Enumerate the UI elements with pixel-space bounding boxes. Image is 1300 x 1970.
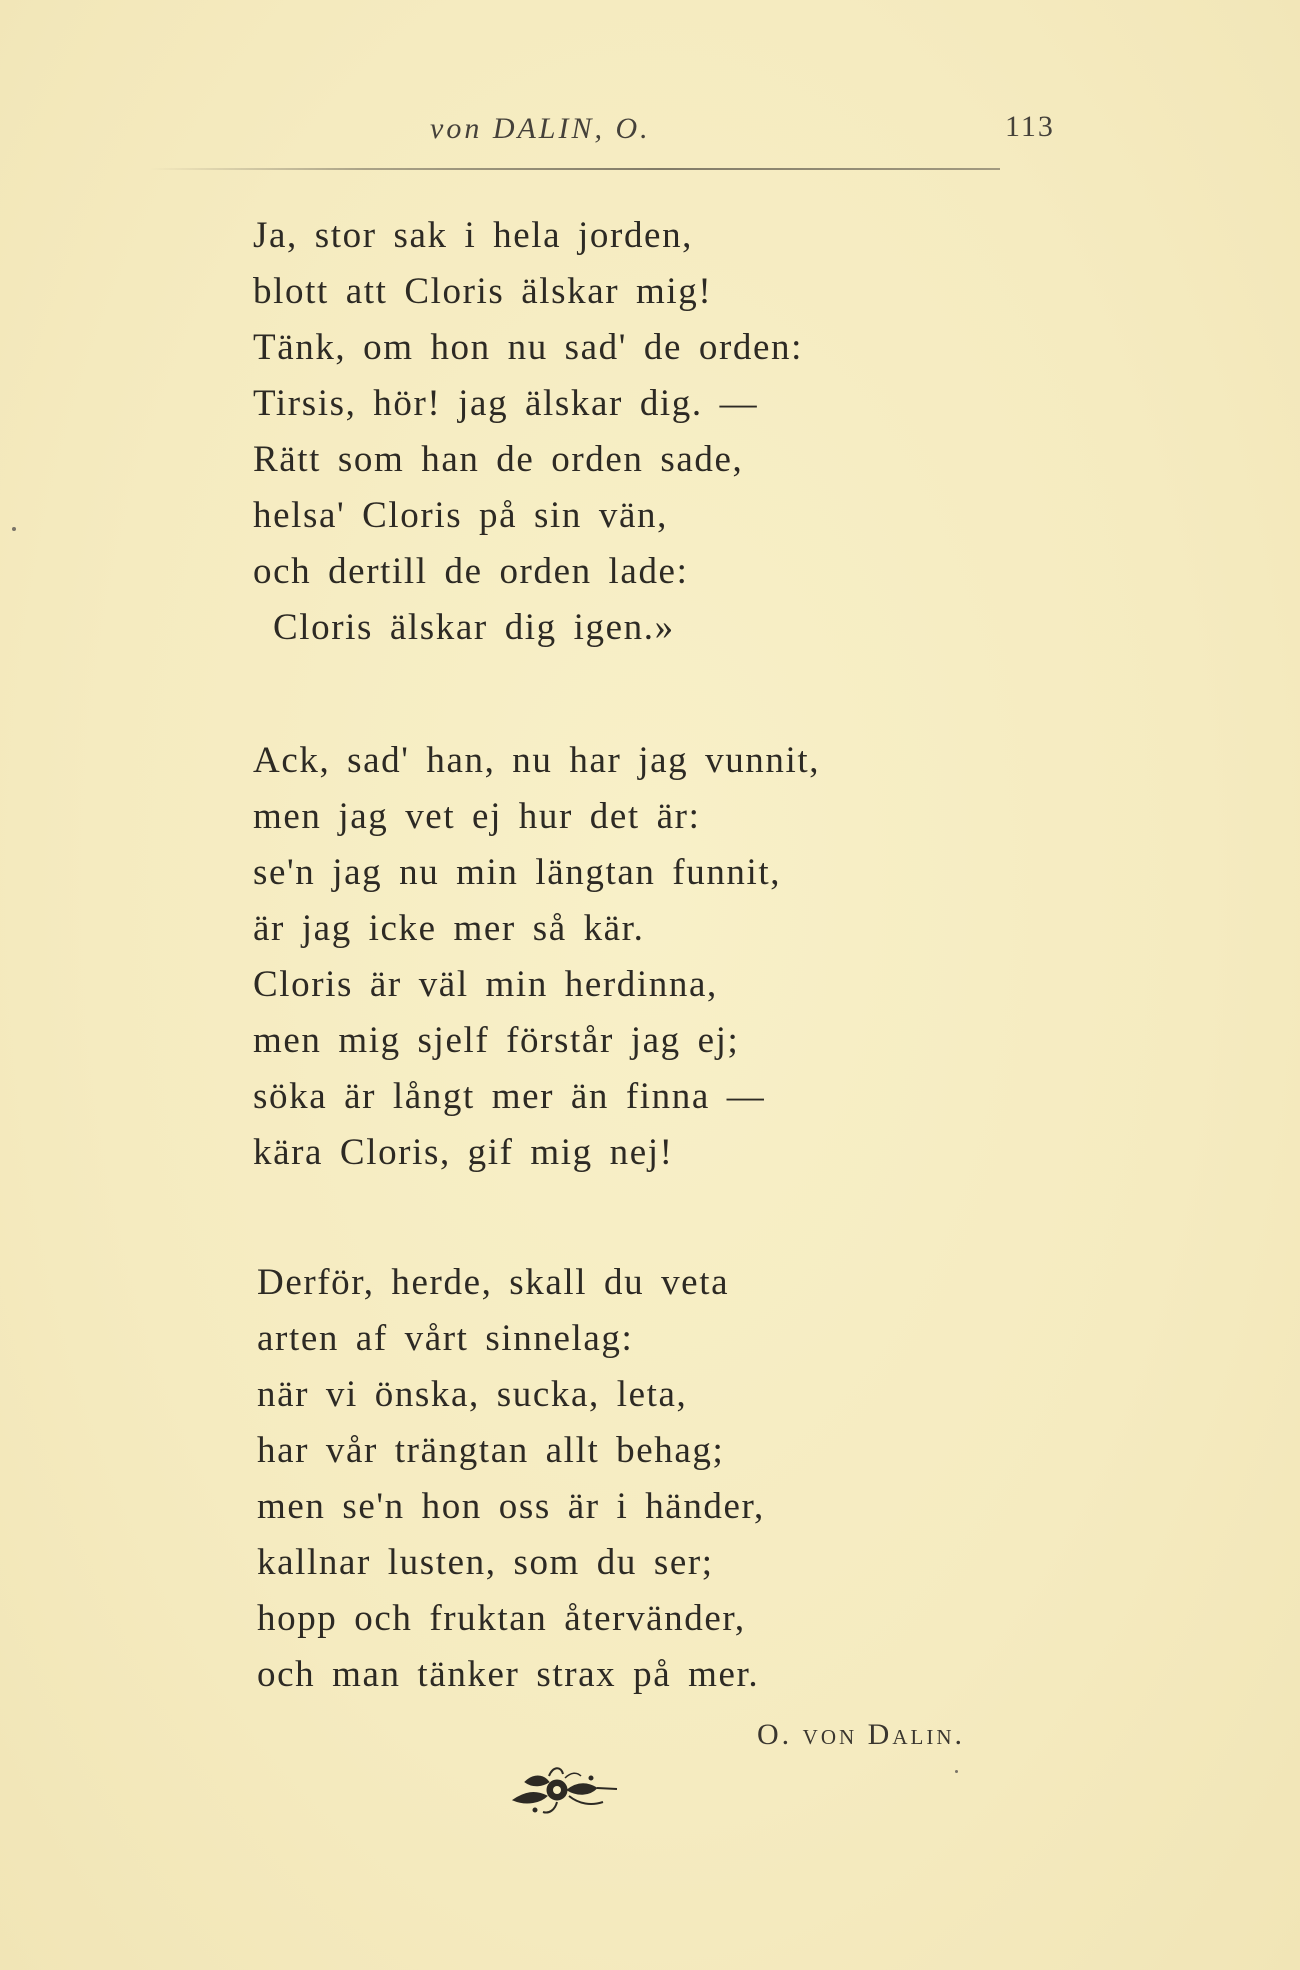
paper-speck	[12, 527, 16, 531]
poem-line: Tänk, om hon nu sad' de orden:	[253, 327, 803, 368]
poem-line: söka är långt mer än finna —	[253, 1076, 766, 1117]
paper-speck	[955, 1770, 958, 1773]
poem-line: men se'n hon oss är i händer,	[257, 1486, 765, 1527]
poem-line: Ack, sad' han, nu har jag vunnit,	[253, 740, 821, 781]
poem-line: kära Cloris, gif mig nej!	[253, 1132, 674, 1173]
poem-line: Cloris är väl min herdinna,	[253, 964, 718, 1005]
poem-line: Rätt som han de orden sade,	[253, 439, 744, 480]
poem-line: men mig sjelf förstår jag ej;	[253, 1020, 740, 1061]
poem-line: men jag vet ej hur det är:	[253, 796, 701, 837]
author-signature: O. von Dalin.	[757, 1718, 965, 1751]
poem-line: och dertill de orden lade:	[253, 551, 689, 592]
poem-line: kallnar lusten, som du ser;	[257, 1542, 714, 1583]
stanza-3	[257, 1255, 765, 1703]
running-head: von DALIN, O.	[430, 112, 651, 145]
poem-line: Tirsis, hör! jag älskar dig. —	[253, 383, 759, 424]
poem-line: arten af vårt sinnelag:	[257, 1318, 634, 1359]
poem-line: är jag icke mer så kär.	[253, 908, 645, 949]
poem-line: Derför, herde, skall du veta	[257, 1262, 730, 1303]
header-rule	[150, 168, 1000, 170]
poem-line: hopp och fruktan återvänder,	[257, 1598, 746, 1639]
poem-line: se'n jag nu min längtan funnit,	[253, 852, 782, 893]
stanza-2	[253, 733, 820, 1181]
stanza-1	[253, 208, 803, 656]
poem-line: när vi önska, sucka, leta,	[257, 1374, 688, 1415]
poem-line: har vår trängtan allt behag;	[257, 1430, 725, 1471]
poem-line: helsa' Cloris på sin vän,	[253, 495, 668, 536]
poem-line: och man tänker strax på mer.	[257, 1654, 760, 1695]
poem-line: Cloris älskar dig igen.»	[273, 607, 675, 648]
page-number: 113	[1005, 110, 1055, 143]
poem-line: blott att Cloris älskar mig!	[253, 271, 713, 312]
poem-line: Ja, stor sak i hela jorden,	[253, 215, 694, 256]
floral-tailpiece-icon	[505, 1752, 625, 1822]
